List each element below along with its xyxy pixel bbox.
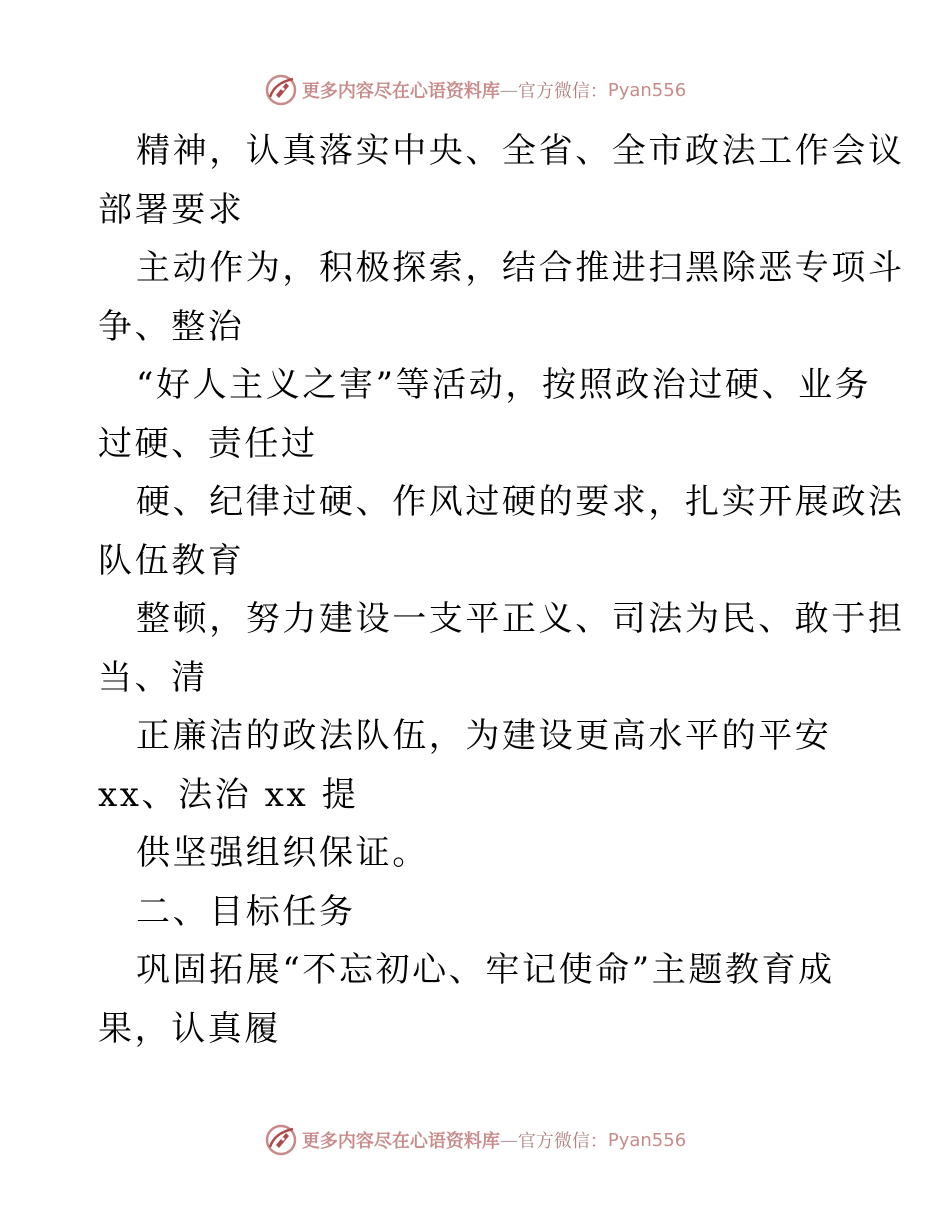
pen-nib-logo-icon [264, 1123, 298, 1157]
header-watermark [0, 72, 950, 108]
watermark-separator: — [499, 1129, 518, 1151]
text-line: xx、法治 xx 提 [98, 774, 359, 815]
pen-nib-logo-icon [264, 73, 298, 107]
text-line: 正廉洁的政法队伍，为建设更高水平的平安 [136, 716, 832, 756]
text-line: 整顿，努力建设一支平正义、司法为民、敢于担 [136, 599, 905, 639]
text-line: 争、整治 [98, 306, 245, 347]
watermark-brand: 更多内容尽在心语资料库 [301, 1131, 500, 1152]
watermark-wechat-id: Pyan556 [607, 79, 687, 101]
text-line: 当、清 [98, 657, 208, 698]
watermark-separator: — [499, 79, 518, 101]
section-heading: 二、目标任务 [136, 891, 356, 932]
text-line: 巩固拓展“不忘初心、牢记使命”主题教育成 [136, 950, 835, 990]
text-line: 供坚强组织保证。 [136, 833, 429, 873]
text-line: 队伍教育 [98, 540, 245, 581]
text-line: 精神，认真落实中央、全省、全市政法工作会议 [136, 131, 905, 171]
footer-watermark [0, 1122, 950, 1158]
watermark-wechat-id: Pyan556 [607, 1129, 687, 1151]
watermark-brand: 更多内容尽在心语资料库 [301, 81, 500, 102]
text-line: 过硬、责任过 [98, 423, 318, 464]
watermark-wechat-label: 官方微信： [517, 81, 608, 102]
text-line: 硬、纪律过硬、作风过硬的要求，扎实开展政法 [136, 482, 905, 522]
text-line: 部署要求 [98, 189, 245, 230]
watermark-wechat-label: 官方微信： [517, 1131, 608, 1152]
text-line: 果，认真履 [98, 1008, 281, 1049]
text-line: “好人主义之害”等活动，按照政治过硬、业务 [136, 365, 872, 405]
document-body [98, 122, 905, 1058]
text-line: 主动作为，积极探索，结合推进扫黑除恶专项斗 [136, 248, 905, 288]
